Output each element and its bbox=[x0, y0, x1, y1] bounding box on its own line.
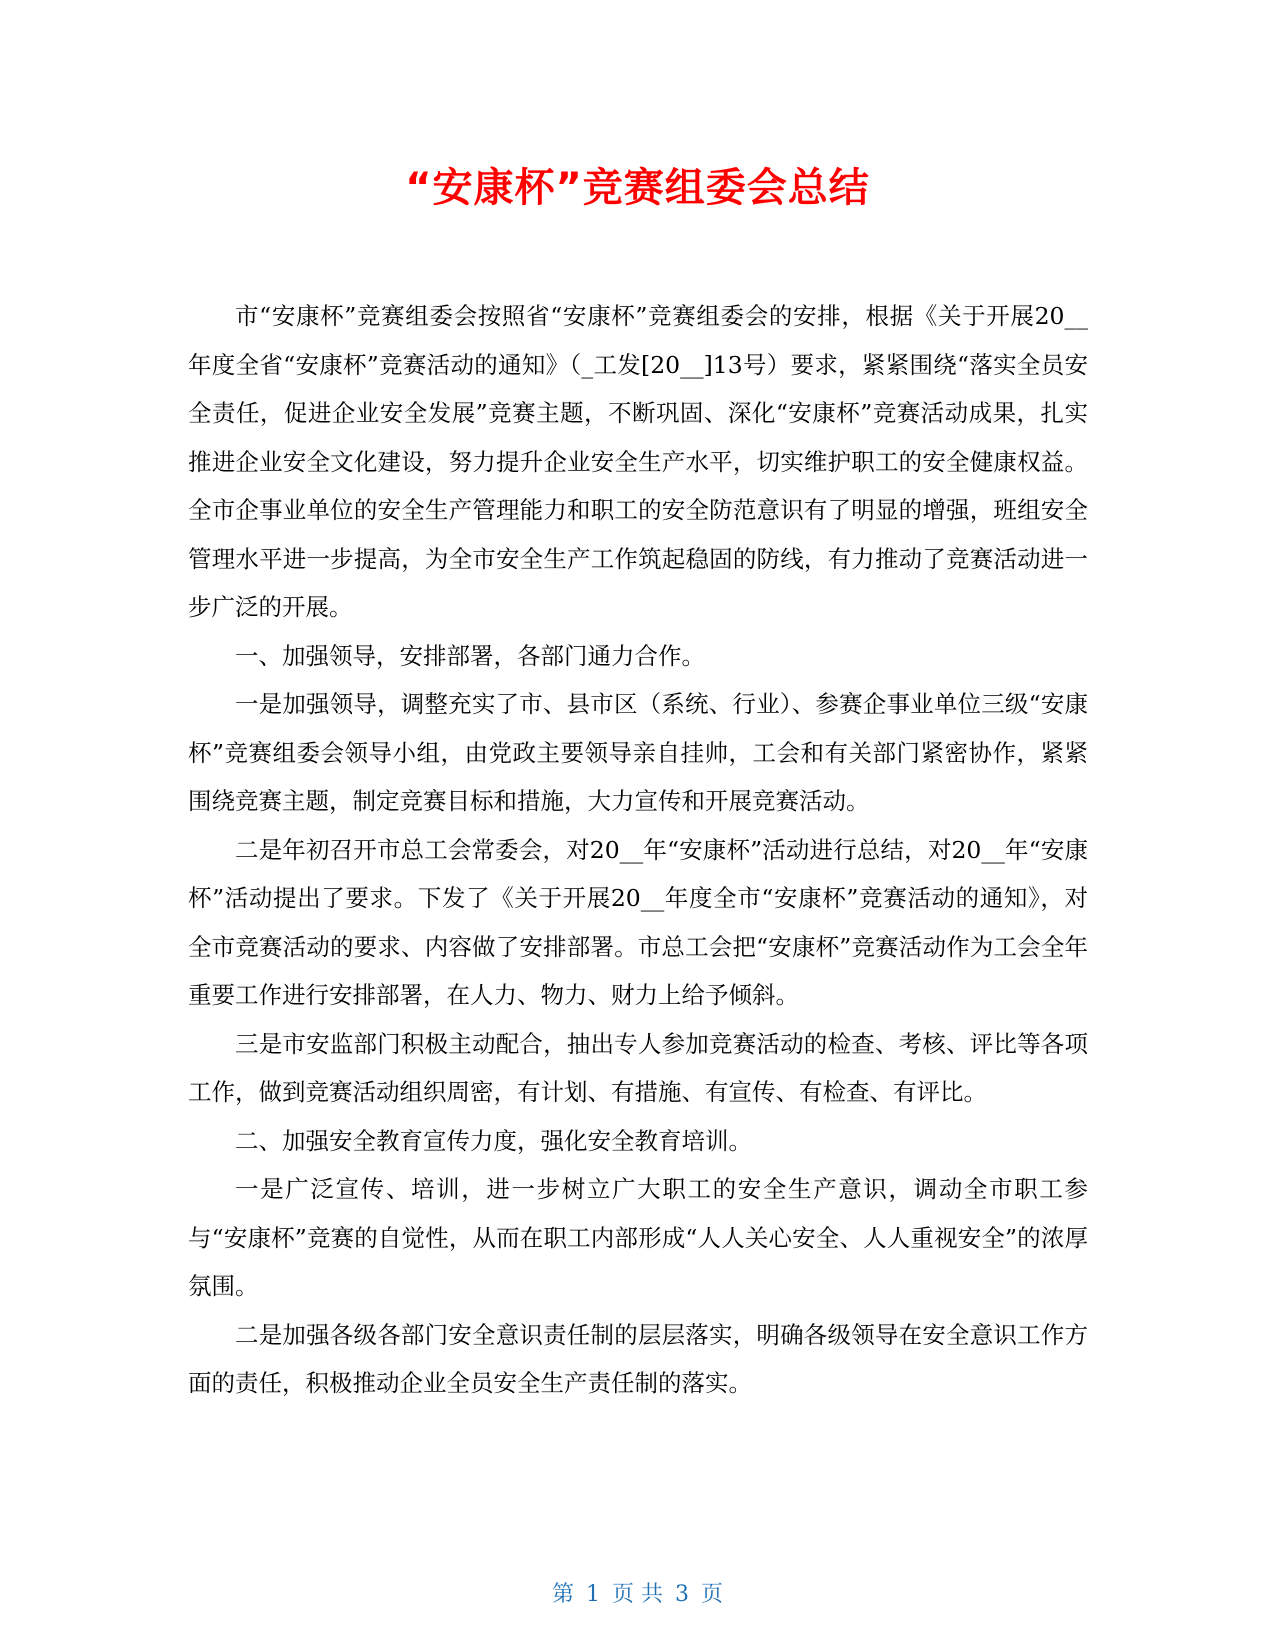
section-heading-2: 二、加强安全教育宣传力度，强化安全教育培训。 bbox=[235, 1126, 752, 1155]
paragraph-intro: 市“安康杯”竞赛组委会按照省“安康杯”竞赛组委会的安排，根据《关于开展20__年度全省“安康杯”竞赛活动的通知》（_工发[20__]13号）要求，紧紧围绕“落实全员安全责任，促进企业安全发展”竞赛主题，不断巩固、深化“安康杯”竞赛活动成果，扎实推进企业安全文化建设，努力提升企业安全生产水平，切实维护职工的安全健康权益。全市企事业单位的安全生产管理能力和职工的安全防范意识有了明显的增强，班组安全管理水平进一步提高，为全市安全生产工作筑起稳固的防线，有力推动了竞赛活动进一步广泛的开展。 bbox=[188, 302, 1088, 621]
current-page-number: 1 bbox=[586, 1582, 600, 1607]
paragraph-1-2: 二是年初召开市总工会常委会，对20__年“安康杯”活动进行总结，对20__年“安康杯”活动提出了要求。下发了《关于开展20__年度全市“安康杯”竞赛活动的通知》，对全市竞赛活动的要求、内容做了安排部署。市总工会把“安康杯”竞赛活动作为工会全年重要工作进行安排部署，在人力、物力、财力上给予倾斜。 bbox=[188, 835, 1088, 1009]
document-title: “安康杯”竞赛组委会总结 bbox=[405, 165, 870, 211]
page-label-suffix: 页 bbox=[701, 1582, 724, 1607]
paragraph-1-1: 一是加强领导，调整充实了市、县市区（系统、行业）、参赛企事业单位三级“安康杯”竞赛组委会领导小组，由党政主要领导亲自挂帅，工会和有关部门紧密协作，紧紧围绕竞赛主题，制定竞赛目标和措施，大力宣传和开展竞赛活动。 bbox=[188, 690, 1088, 815]
document-body bbox=[188, 292, 1088, 1408]
section-heading-1: 一、加强领导，安排部署，各部门通力合作。 bbox=[235, 641, 705, 670]
page-footer bbox=[0, 1580, 1275, 1610]
page-label-prefix: 第 bbox=[551, 1582, 574, 1607]
paragraph-2-2: 二是加强各级各部门安全意识责任制的层层落实，明确各级领导在安全意识工作方面的责任，积极推动企业全员安全生产责任制的落实。 bbox=[188, 1320, 1088, 1397]
paragraph-1-3: 三是市安监部门积极主动配合，抽出专人参加竞赛活动的检查、考核、评比等各项工作，做到竞赛活动组织周密，有计划、有措施、有宣传、有检查、有评比。 bbox=[188, 1029, 1088, 1106]
page-label-mid: 页 共 bbox=[612, 1582, 663, 1607]
paragraph-2-1: 一是广泛宣传、培训，进一步树立广大职工的安全生产意识，调动全市职工参与“安康杯”竞赛的自觉性，从而在职工内部形成“人人关心安全、人人重视安全”的浓厚氛围。 bbox=[188, 1175, 1088, 1300]
total-pages-number: 3 bbox=[675, 1582, 689, 1607]
